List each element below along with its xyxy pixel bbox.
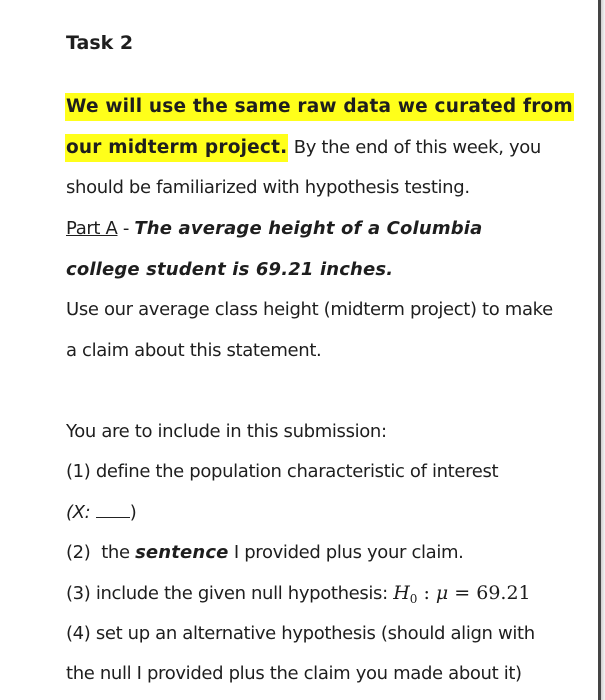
variable-blank [96, 503, 130, 518]
math-h: H [393, 582, 410, 604]
item-3-prefix: (3) include the given null hypothesis: [66, 583, 394, 604]
item-2-emphasis: sentence [135, 542, 229, 563]
item-2 [66, 540, 464, 566]
item-1-line-1: (1) define the population characteristic of interest [66, 461, 499, 482]
highlight-line-1: We will use the same raw data we curated from [65, 93, 574, 121]
page-edge-shadow [601, 0, 605, 700]
part-a-label: Part A [66, 218, 118, 239]
task-title: Task 2 [66, 32, 134, 54]
intro-line-2 [66, 135, 541, 161]
part-a-statement-2: college student is 69.21 inches. [66, 259, 394, 280]
intro-line-2-rest: By the end of this week, you [288, 137, 541, 158]
math-colon: : [417, 582, 436, 604]
intro-line-3: should be familiarized with hypothesis testing. [66, 177, 470, 198]
part-a-separator: - [117, 218, 135, 239]
part-a-statement-1: The average height of a Columbia [134, 218, 483, 239]
item-1-line-2 [66, 500, 136, 526]
item-2-suffix: I provided plus your claim. [228, 542, 464, 563]
math-sub: 0 [409, 592, 418, 606]
math-equals: = 69.21 [448, 582, 531, 604]
intro-line-1 [66, 94, 574, 120]
item-1-variable-suffix: ) [129, 502, 137, 523]
part-a-line-2 [66, 257, 393, 283]
math-mu: μ [435, 582, 449, 604]
instruction-line-2: a claim about this statement. [66, 340, 322, 361]
item-3 [66, 580, 531, 607]
item-4-line-1: (4) set up an alternative hypothesis (should align with [66, 623, 535, 644]
item-2-prefix: (2) the [66, 542, 136, 563]
highlight-line-2: our midterm project. [65, 134, 288, 162]
item-1-variable-prefix: (X: [66, 502, 96, 523]
instruction-line-1: Use our average class height (midterm project) to make [66, 299, 553, 320]
part-a-line-1 [66, 216, 482, 242]
item-4-line-2: the null I provided plus the claim you made about it) [66, 663, 522, 684]
submission-intro: You are to include in this submission: [66, 421, 387, 442]
null-hypothesis-formula [393, 582, 530, 604]
